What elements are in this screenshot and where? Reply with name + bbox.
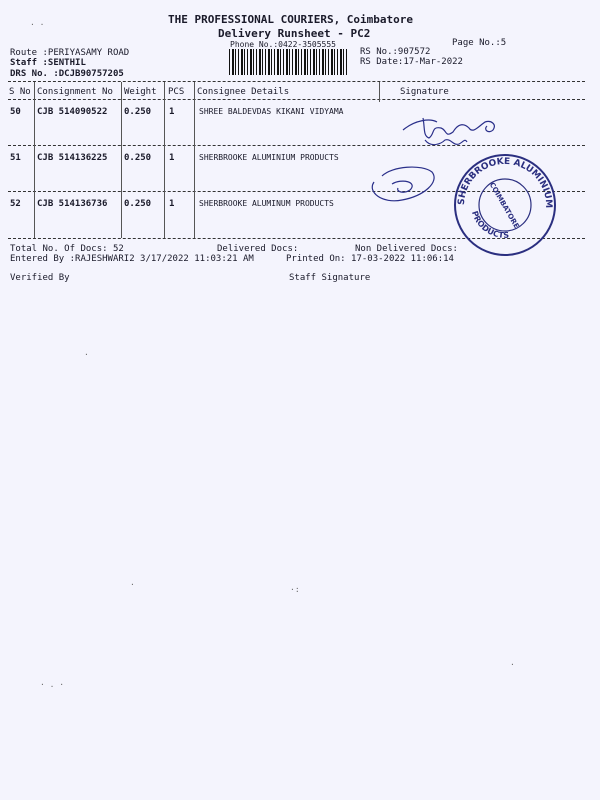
- printed-on: Printed On: 17-03-2022 11:06:14: [286, 254, 454, 264]
- col-header-sno: S No: [9, 87, 31, 97]
- entered-by: Entered By :RAJESHWARI2 3/17/2022 11:03:21 AM: [10, 254, 254, 264]
- row-consignment: CJB 514136736: [37, 199, 108, 209]
- scan-speck: ·:: [290, 585, 300, 594]
- svg-text:PRODUCTS: [470, 210, 509, 240]
- barcode: [229, 49, 349, 75]
- table-top-rule: [8, 81, 585, 82]
- row-weight: 0.250: [124, 107, 152, 117]
- col-header-consignment: Consignment No: [37, 87, 113, 97]
- page-number: Page No.:5: [452, 38, 507, 48]
- col-divider: [379, 82, 380, 102]
- drs-number: DRS No. :DCJB90757205: [10, 69, 124, 79]
- row-sno: 51: [10, 153, 21, 163]
- row-sno: 52: [10, 199, 21, 209]
- verified-by: Verified By: [10, 273, 70, 283]
- handwritten-signature: [362, 160, 462, 210]
- row-consignment: CJB 514136225: [37, 153, 108, 163]
- row-weight: 0.250: [124, 199, 152, 209]
- scan-speck: ·: [510, 660, 515, 669]
- col-header-signature: Signature: [400, 87, 449, 97]
- stamp-center-text: COIMBATORE: [487, 181, 521, 230]
- rs-date: RS Date:17-Mar-2022: [360, 57, 463, 67]
- company-stamp: [450, 150, 560, 260]
- col-divider: [164, 82, 165, 238]
- col-header-consignee: Consignee Details: [197, 87, 290, 97]
- col-divider: [121, 82, 122, 238]
- scan-speck: · . ·: [40, 680, 65, 689]
- scan-speck: · ·: [30, 20, 45, 29]
- non-delivered-docs: Non Delivered Docs:: [355, 244, 458, 254]
- phone-number: Phone No.:0422-3505555: [230, 40, 336, 49]
- stamp-bottom-text: PRODUCTS: [469, 209, 510, 240]
- row-consignee: SHREE BALDEVDAS KIKANI VIDYAMA: [199, 107, 344, 116]
- sheet-title: Delivery Runsheet - PC2: [218, 27, 371, 40]
- col-divider: [34, 82, 35, 238]
- scan-speck: ·: [130, 580, 135, 589]
- scan-speck: ·: [84, 350, 89, 359]
- row-consignment: CJB 514090522: [37, 107, 108, 117]
- row-pcs: 1: [169, 153, 175, 163]
- delivered-docs: Delivered Docs:: [217, 244, 299, 254]
- staff: Staff :SENTHIL: [10, 58, 86, 68]
- staff-signature: Staff Signature: [289, 273, 371, 283]
- row-sno: 50: [10, 107, 21, 117]
- col-header-weight: Weight: [124, 87, 157, 97]
- stamp-top-text: SHERBROOKE ALUMINIUM: [456, 156, 554, 209]
- company-title: THE PROFESSIONAL COURIERS, Coimbatore: [168, 13, 414, 26]
- row-consignee: SHERBROOKE ALUMINIUM PRODUCTS: [199, 153, 339, 162]
- row-consignee: SHERBROOKE ALUMINUM PRODUCTS: [199, 199, 334, 208]
- row-pcs: 1: [169, 199, 175, 209]
- handwritten-signature: [395, 108, 535, 153]
- col-divider: [194, 82, 195, 238]
- col-header-pcs: PCS: [168, 87, 185, 97]
- row-weight: 0.250: [124, 153, 152, 163]
- row-pcs: 1: [169, 107, 175, 117]
- route: Route :PERIYASAMY ROAD: [10, 48, 130, 58]
- rs-number: RS No.:907572: [360, 47, 431, 57]
- table-header-rule: [8, 99, 585, 100]
- total-docs: Total No. Of Docs: 52: [10, 244, 124, 254]
